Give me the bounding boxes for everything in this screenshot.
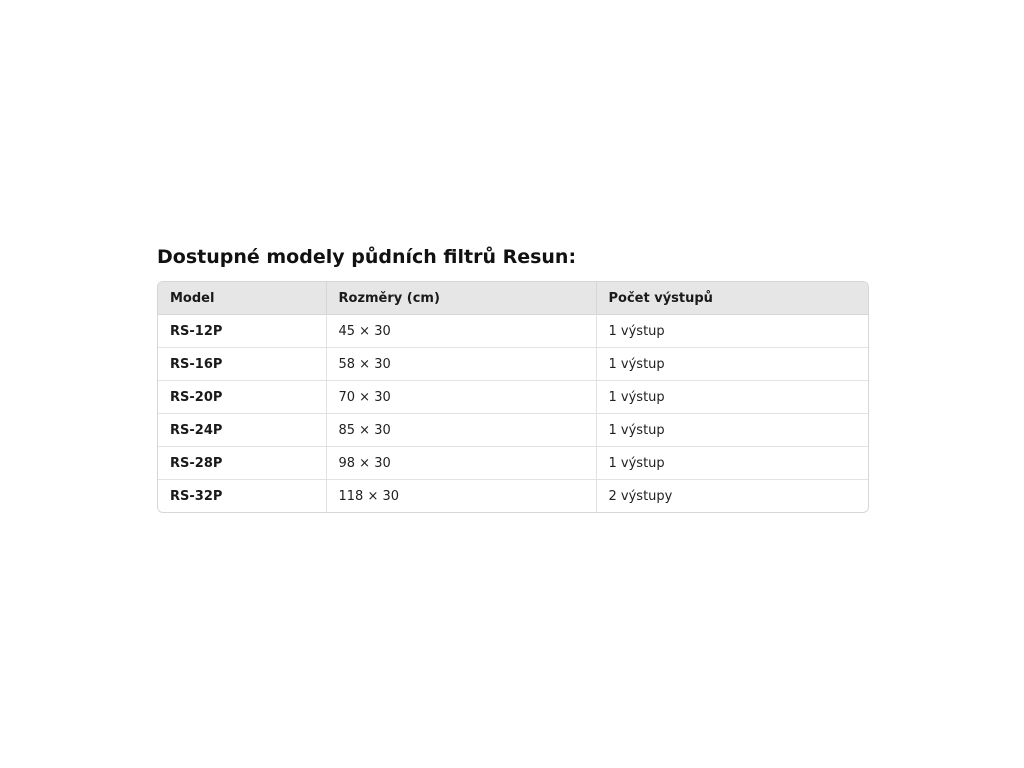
model-cell: RS-32P <box>158 480 326 513</box>
column-header-model: Model <box>158 282 326 315</box>
dimensions-cell: 70 × 30 <box>326 381 596 414</box>
header-row <box>158 282 868 315</box>
outputs-cell: 1 výstup <box>596 315 868 348</box>
dimensions-cell: 45 × 30 <box>326 315 596 348</box>
outputs-cell: 1 výstup <box>596 414 868 447</box>
dimensions-cell: 98 × 30 <box>326 447 596 480</box>
table-body <box>158 315 868 513</box>
column-header-outputs: Počet výstupů <box>596 282 868 315</box>
dimensions-cell: 85 × 30 <box>326 414 596 447</box>
table-row <box>158 480 868 513</box>
models-table-container <box>157 281 869 513</box>
model-cell: RS-16P <box>158 348 326 381</box>
column-header-dimensions: Rozměry (cm) <box>326 282 596 315</box>
table-header <box>158 282 868 315</box>
model-cell: RS-20P <box>158 381 326 414</box>
model-cell: RS-28P <box>158 447 326 480</box>
content-section <box>157 244 869 513</box>
model-cell: RS-12P <box>158 315 326 348</box>
table-row <box>158 315 868 348</box>
models-table <box>158 282 868 512</box>
model-cell: RS-24P <box>158 414 326 447</box>
table-row <box>158 381 868 414</box>
dimensions-cell: 118 × 30 <box>326 480 596 513</box>
outputs-cell: 1 výstup <box>596 447 868 480</box>
table-row <box>158 447 868 480</box>
dimensions-cell: 58 × 30 <box>326 348 596 381</box>
outputs-cell: 1 výstup <box>596 348 868 381</box>
table-row <box>158 348 868 381</box>
section-title: Dostupné modely půdních filtrů Resun: <box>157 246 577 268</box>
outputs-cell: 2 výstupy <box>608 488 673 504</box>
outputs-cell: 1 výstup <box>596 381 868 414</box>
table-row <box>158 414 868 447</box>
